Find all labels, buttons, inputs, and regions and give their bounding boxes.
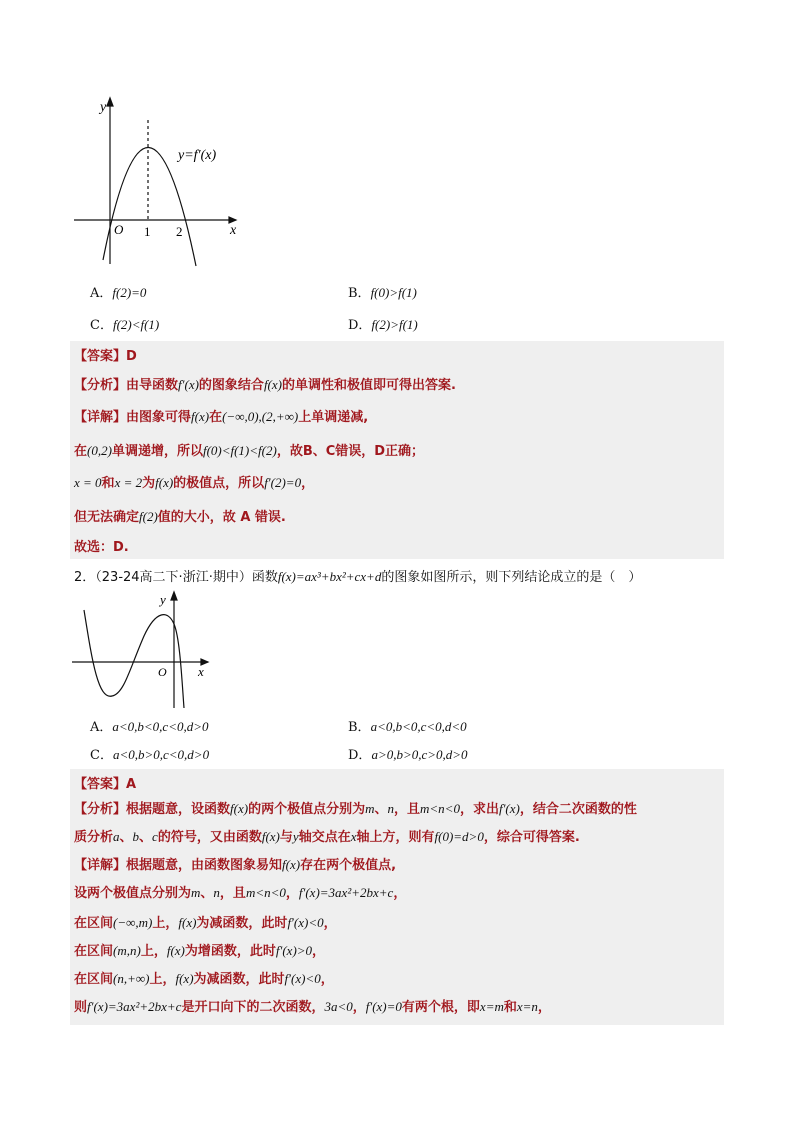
figure-cubic-graph [70,590,215,712]
option-letter: A． [90,286,113,301]
x-axis-label: x [198,664,204,679]
q1-analysis-line: 【分析】由导函数f′(x)的图象结合f(x)的单调性和极值即可得出答案. [74,377,456,393]
q2-detail-line-2: 设两个极值点分别为m、n，且m<n<0，f′(x)=3ax²+2bx+c， [74,885,407,901]
option-letter: D． [348,318,372,333]
option-text: a>0,b>0,c>0,d>0 [371,747,468,762]
q2-analysis-line-2: 质分析a、b、c的符号，又由函数f(x)与y轴交点在x轴上方，则有f(0)=d>0，综合可得答案. [74,829,580,845]
q2-analysis-line-1: 【分析】根据题意，设函数f(x)的两个极值点分别为m、n，且m<n<0，求出f′(x)，结合二次函数的性 [74,801,637,817]
q1-detail-line-3: x = 0和x = 2为f(x)的极值点，所以f′(2)=0， [74,475,315,491]
x-axis-label: x [230,223,237,238]
option-text: a<0,b<0,c<0,d>0 [112,719,209,734]
q1-detail-line-5: 故选：D. [74,540,129,555]
cubic-curve [84,610,184,708]
option-text: f(2)>f(1) [371,317,418,332]
option-letter: B． [348,720,371,735]
tick-label-1: 1 [144,224,151,239]
y-axis-label: y [160,592,166,607]
figure-derivative-graph [70,92,250,272]
parabola-curve [103,147,196,266]
curve-label: y=f′(x) [178,148,217,163]
q1-detail-line-4: 但无法确定f(2)值的大小，故 A 错误. [74,509,286,525]
option-text: f(2)<f(1) [112,317,160,332]
option-c[interactable] [90,314,159,333]
option-letter: B． [348,286,371,301]
option-c[interactable] [90,744,209,763]
q2-detail-line-1: 【详解】根据题意，由函数图象易知f(x)存在两个极值点, [74,857,397,873]
option-text: a<0,b<0,c<0,d<0 [370,719,467,734]
option-text: f(0)>f(1) [370,285,417,300]
q1-detail-line-1: 【详解】由图象可得f(x)在(−∞,0),(2,+∞)上单调递减, [74,409,369,425]
y-axis-label: y [100,100,107,115]
q2-detail-line-5: 在区间(n,+∞)上，f(x)为减函数，此时f′(x)<0， [74,971,334,987]
option-d[interactable] [348,744,468,763]
tick-label-2: 2 [176,224,183,239]
question-2-stem: 2．（23-24高二下·浙江·期中）函数f(x)=ax³+bx²+cx+d的图象如图所示，则下列结论成立的是（ ） [74,569,642,585]
y-axis-arrow [171,592,177,600]
option-d[interactable] [348,314,418,333]
option-text: f(2)=0 [112,285,147,300]
origin-label: O [114,222,124,237]
option-a[interactable] [90,716,209,735]
q1-answer-line: 【答案】D [74,349,137,364]
option-letter: A． [90,720,113,735]
option-text: a<0,b>0,c<0,d>0 [112,747,210,762]
q2-detail-line-6: 则f′(x)=3ax²+2bx+c是开口向下的二次函数，3a<0，f′(x)=0有两个根，即x=m和x=n， [74,999,551,1015]
q1-detail-line-2: 在(0,2)单调递增，所以f(0)<f(1)<f(2)，故B、C错误，D正确； [74,443,425,459]
y-axis-arrow [107,98,113,106]
origin-label: O [158,665,167,679]
option-letter: D． [348,748,372,763]
q2-answer-line: 【答案】A [74,777,137,792]
q2-detail-line-3: 在区间(−∞,m)上，f(x)为减函数，此时f′(x)<0， [74,915,337,931]
option-b[interactable] [348,282,417,301]
option-a[interactable] [90,282,146,301]
q2-detail-line-4: 在区间(m,n)上，f(x)为增函数，此时f′(x)>0， [74,943,326,959]
option-letter: C． [90,318,113,333]
option-letter: C． [90,748,113,763]
option-b[interactable] [348,716,467,735]
